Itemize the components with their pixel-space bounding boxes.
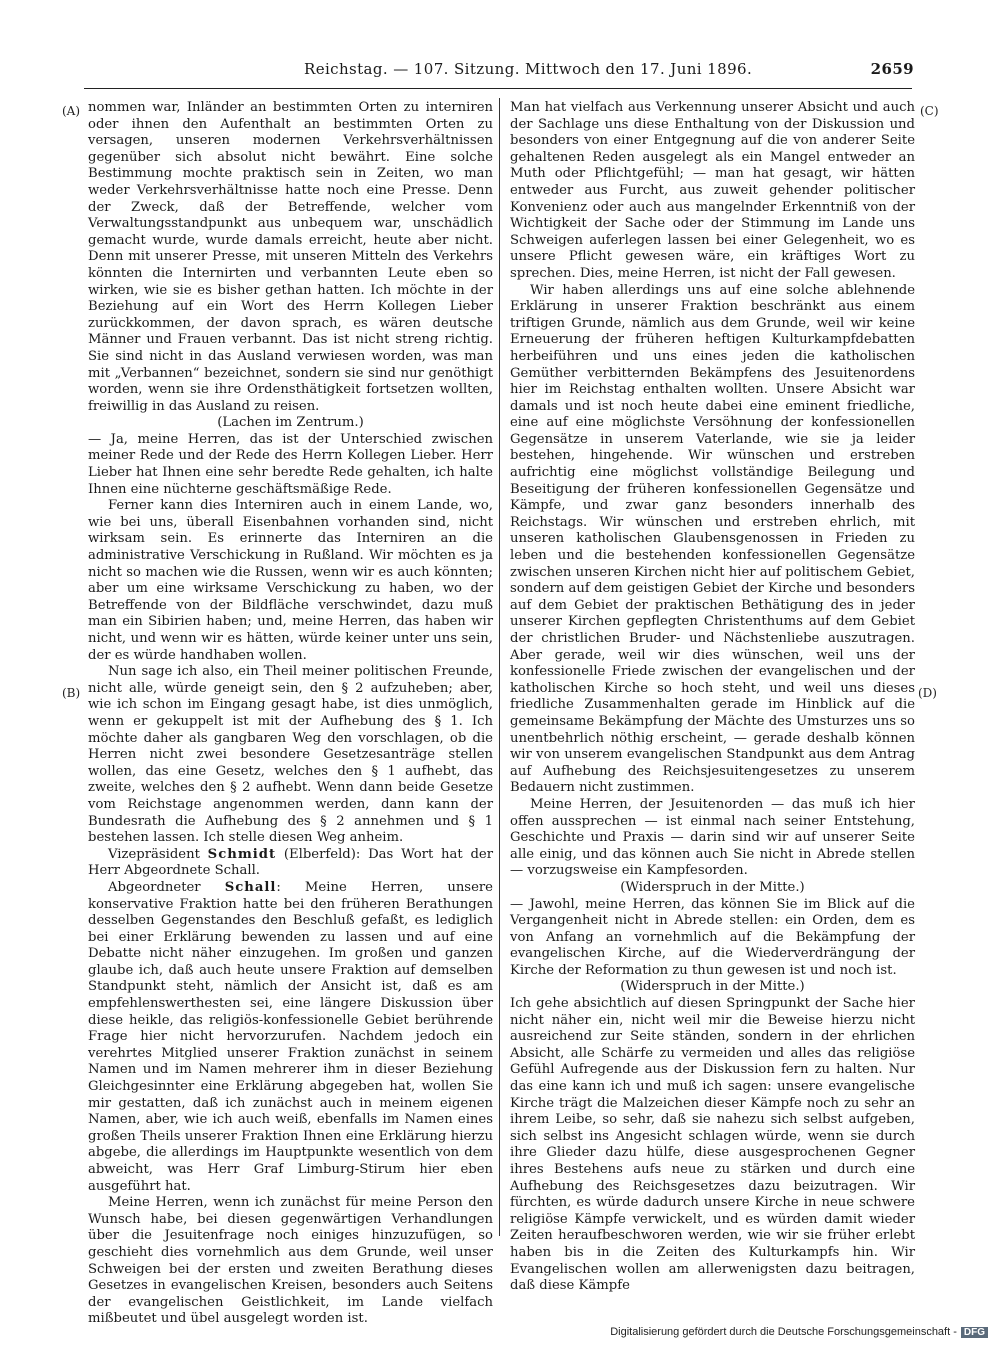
right-column <box>510 100 915 1295</box>
paragraph: — Jawohl, meine Herren, das können Sie im Blick auf die Vergangenheit nicht in Abrede stellen: ein Orden, dem es von Anfang an vornehmlich auf die Bekämpfung der evangelischen Kirche, auf die Wiederverdrängung der Kirche der Reformation zu thun gewesen ist und noch ist. <box>510 896 915 978</box>
paragraph: Nun sage ich also, ein Theil meiner politischen Freunde, nicht alle, würde geneigt sein, den § 2 aufzuheben; aber, wie ich schon im Eingang gesagt habe, ist dies unmöglich, wenn er gekuppelt ist mit der Aufhebung des § 1. Ich möchte daher als gangbaren Weg den vorschlagen, ob die Herren nicht zwei besondere Gesetzesanträge stellen wollen, das eine Gesetz, welches den § 1 aufhebt, das zweite, welches den § 2 aufhebt. Wenn dann beide Gesetze vom Reichstage angenommen werden, dann kann der Bundesrath die Aufhebung des § 2 annehmen und § 1 bestehen lassen. Ich stelle diesen Weg anheim. <box>88 664 493 846</box>
credit-text: Digitalisierung gefördert durch die Deutsche Forschungsgemeinschaft - <box>610 1326 957 1338</box>
margin-marker-a: (A) <box>62 104 81 118</box>
speaker-name: Schmidt <box>207 846 277 862</box>
running-title: Reichstag. — 107. Sitzung. Mittwoch den 17. Juni 1896. <box>304 60 753 78</box>
stage-direction: (Lachen im Zentrum.) <box>217 415 364 431</box>
stage-direction: (Widerspruch in der Mitte.) <box>620 979 805 995</box>
speaker-paragraph <box>88 847 493 880</box>
speaker-text: : Meine Herren, unsere konservative Fraktion hatte bei den früheren Berathungen desselben Gegenstandes den Beschluß gefaßt, es lediglich bei einer Erklärung bewenden zu lassen und auf eine Debatte nicht näher einzugehen. Im großen und ganzen glaube ich, daß auch heute unsere Fraktion auf demselben Standpunkt steht, nämlich der Ansicht ist, daß es am empfehlenswerthesten sei, eine längere Diskussion über diese heikle, das religiös-konfessionelle Gebiet berührende Frage hier nicht hervorzurufen. Nachdem jedoch ein verehrtes Mitglied unserer Fraktion zunächst in seinem Namen und im Namen mehrerer ihm in dieser Beziehung Gleichgesinnter eine Erklärung abgegeben hat, wollen Sie mir gestatten, daß ich zunächst auch in meinem eigenen Namen, aber, wie ich auch weiß, ebenfalls im Namen eines großen Theils unserer Fraktion Ihnen eine Erklärung hierzu abgebe, die allerdings im Hauptpunkte wesentlich von dem abweicht, was Herr Graf Limburg-Stirum hier eben ausgeführt hat. <box>88 879 493 1194</box>
speaker-name: Schall <box>224 879 277 895</box>
paragraph: Meine Herren, wenn ich zunächst für meine Person den Wunsch habe, bei diesen gegenwärtigen Verhandlungen über die Jesuitenfrage noch einiges hinzuzufügen, so geschieht dies vornehmlich aus dem Grunde, weil unser Schweigen bei der ersten und zweiten Berathung dieses Gesetzes in evangelischen Kreisen, besonders auch Seitens der evangelischen Geistlichkeit, im Lande vielfach mißbeutet und übel ausgelegt worden ist. <box>88 1195 493 1327</box>
margin-marker-d: (D) <box>918 686 937 700</box>
margin-marker-c: (C) <box>920 104 939 118</box>
speaker-text: (Elberfeld): Das Wort hat der Herr Abgeordnete Schall. <box>88 846 493 879</box>
dfg-logo: DFG <box>961 1327 988 1338</box>
paragraph: — Ja, meine Herren, das ist der Unterschied zwischen meiner Rede und der Rede des Herrn Kollegen Lieber. Herr Lieber hat Ihnen eine sehr beredte Rede gehalten, ich halte Ihnen eine nüchterne geschäftsmäßige Rede. <box>88 431 493 497</box>
header-rule <box>84 88 912 89</box>
speaker-role: Vizepräsident <box>108 846 208 862</box>
speaker-role: Abgeordneter <box>108 879 225 895</box>
column-divider <box>499 98 500 1236</box>
page-header <box>84 60 914 82</box>
speaker-paragraph <box>88 880 493 1195</box>
left-column <box>88 100 493 1328</box>
margin-marker-b: (B) <box>62 686 81 700</box>
paragraph: Meine Herren, der Jesuitenorden — das muß ich hier offen aussprechen — ist einmal nach seiner Entstehung, Geschichte und Praxis — darin sind wir auf unserer Seite alle einig, und das können auch Sie nicht in Abrede stellen — vorzugsweise ein Kampfesorden. <box>510 796 915 879</box>
paragraph: Ferner kann dies Interniren auch in einem Lande, wo, wie bei uns, überall Eisenbahnen vorhanden sind, nicht wirksam sein. Es erinnerte das Interniren an die administrative Verschickung in Rußland. Wir möchten es ja nicht so machen wie die Russen, wenn wir es auch könnten; aber um eine wirksame Verschickung zu haben, wo der Betreffende von der Bildfläche verschwindet, dazu muß man ein Sibirien haben; und, meine Herren, das haben wir nicht, und wenn wir es hätten, würde keiner unter uns sein, der es würde handhaben wollen. <box>88 498 493 663</box>
paragraph: Wir haben allerdings uns auf eine solche ablehnende Erklärung in unserer Fraktion beschränkt aus einem triftigen Grunde, nämlich aus dem Grunde, weil wir keine Erneuerung der früheren heftigen Kulturkampfdebatten herbeiführen und uns eines jeden die katholischen Gemüther verbitternden Bekämpfens des Jesuitenordens hier im Reichstag enthalten wollten. Unsere Absicht war damals und ist noch heute dabei eine eminent friedliche, eine auf eine möglichste Versöhnung der konfessionellen Gegensätze in unserem Vaterlande, wie sie ja leider bestehen, hingehende. Wir wünschen und erstreben aufrichtig eine möglichst vollständige Beilegung und Beseitigung der früheren konfessionellen Gegensätze und Kämpfe, und zwar ganz besonders innerhalb des Reichstags. Wir wünschen und erstreben ehrlich, mit unseren katholischen Glaubensgenossen in Frieden zu leben und die bestehenden konfessionellen Gegensätze zwischen unseren Kirchen nicht hier auf politischem Gebiet, sondern auf dem geistigen Gebiet der Kirche und besonders auf dem Gebiet der praktischen Bethätigung des in jeder unserer Kirchen gepflegten Christenthums auf dem Gebiet der christlichen Bruder- und Nächstenliebe auszutragen. Aber gerade, weil wir dies wünschen, weil uns der konfessionelle Friede zwischen der evangelischen und der katholischen Kirche so hoch steht, und weil uns dieses friedliche Zusammenhalten gerade im Hinblick auf die gemeinsame Bekämpfung der Mächte des Umsturzes uns so unentbehrlich nöthig erscheint, — gerade deshalb können wir von unserem evangelischen Standpunkt aus dem Antrag auf Aufhebung des Reichsjesuitengesetzes zu unserem Bedauern nicht zustimmen. <box>510 282 915 796</box>
paragraph: Ich gehe absichtlich auf diesen Springpunkt der Sache hier nicht näher ein, nicht weil mir die Beweise hierzu nicht ausreichend zur Seite ständen, sondern in der ehrlichen Absicht, alle Schärfe zu vermeiden und alles das religiöse Gefühl Aufregende aus der Diskussion fern zu halten. Nur das eine kann ich und muß ich sagen: unsere evangelische Kirche trägt die Malzeichen dieser Kämpfe noch zu sehr an ihrem Leibe, so sehr, daß sie nahezu sich selbst aufgeben, sich selbst ins Angesicht schlagen würde, wenn sie durch ihre Glieder dazu hülfe, diese ausgesprochenen Gegner ihres Bestehens aufs neue zu stärken und durch eine Aufhebung des Reichsgesetzes dazu beizutragen. Wir fürchten, es würde dadurch unsere Kirche in neue schwere religiöse Kämpfe verwickelt, und es würden damit wieder Zeiten heraufbeschworen werden, wie wir sie früher erlebt haben bis in die Zeiten des Kulturkampfs hin. Wir Evangelischen wollen am allerwenigsten dazu beitragen, daß diese Kämpfe <box>510 996 915 1294</box>
stage-direction: (Widerspruch in der Mitte.) <box>620 879 805 895</box>
paragraph: Man hat vielfach aus Verkennung unserer Absicht und auch der Sachlage uns diese Enthaltung von der Diskussion und besonders von einer Entgegnung auf die von anderer Seite gehaltenen Reden ausgelegt als ein Mangel entweder an Muth oder Pflichtgefühl; — man hat gesagt, wir hätten entweder aus Furcht, aus zuweit gehender politischer Konvenienz oder auch aus mangelnder Erkenntniß von der Wichtigkeit der Sache oder der Stimmung im Lande uns Schweigen auferlegen lassen bei einer Gelegenheit, wo es unsere Pflicht gewesen wäre, ein kräftiges Wort zu sprechen. Dies, meine Herren, ist nicht der Fall gewesen. <box>510 100 915 281</box>
page-number: 2659 <box>870 60 914 78</box>
digitization-credit <box>610 1326 988 1338</box>
paragraph: nommen war, Inländer an bestimmten Orten zu interniren oder ihnen den Aufenthalt an bestimmten Orten zu versagen, unseren modernen Verkehrsverhältnissen gegenüber sich absolut nicht bewährt. Eine solche Bestimmung mochte praktisch sein in Zeiten, wo man weder Verkehrsverhältnisse hatte noch eine Presse. Denn der Zweck, daß der Betreffende, welcher vom Verwaltungsstandpunkt aus unbequem war, unschädlich gemacht wurde, wurde damals erreicht, heute aber nicht. Denn mit unserer Presse, mit unseren Mitteln des Verkehrs könnten die Internirten und verbannten Leute eben so wirken, wie sie es bisher gethan hatten. Ich möchte in der Beziehung auf ein Wort des Herrn Kollegen Lieber zurückkommen, der davon sprach, es wären deutsche Männer und Frauen verbannt. Das ist nicht streng richtig. Sie sind nicht in das Ausland verwiesen worden, was man mit „Verbannen“ bezeichnet, sondern sie sind nur genöthigt worden, wenn sie ihre Ordensthätigkeit fortsetzen wollten, freiwillig in das Ausland zu reisen. <box>88 100 493 414</box>
